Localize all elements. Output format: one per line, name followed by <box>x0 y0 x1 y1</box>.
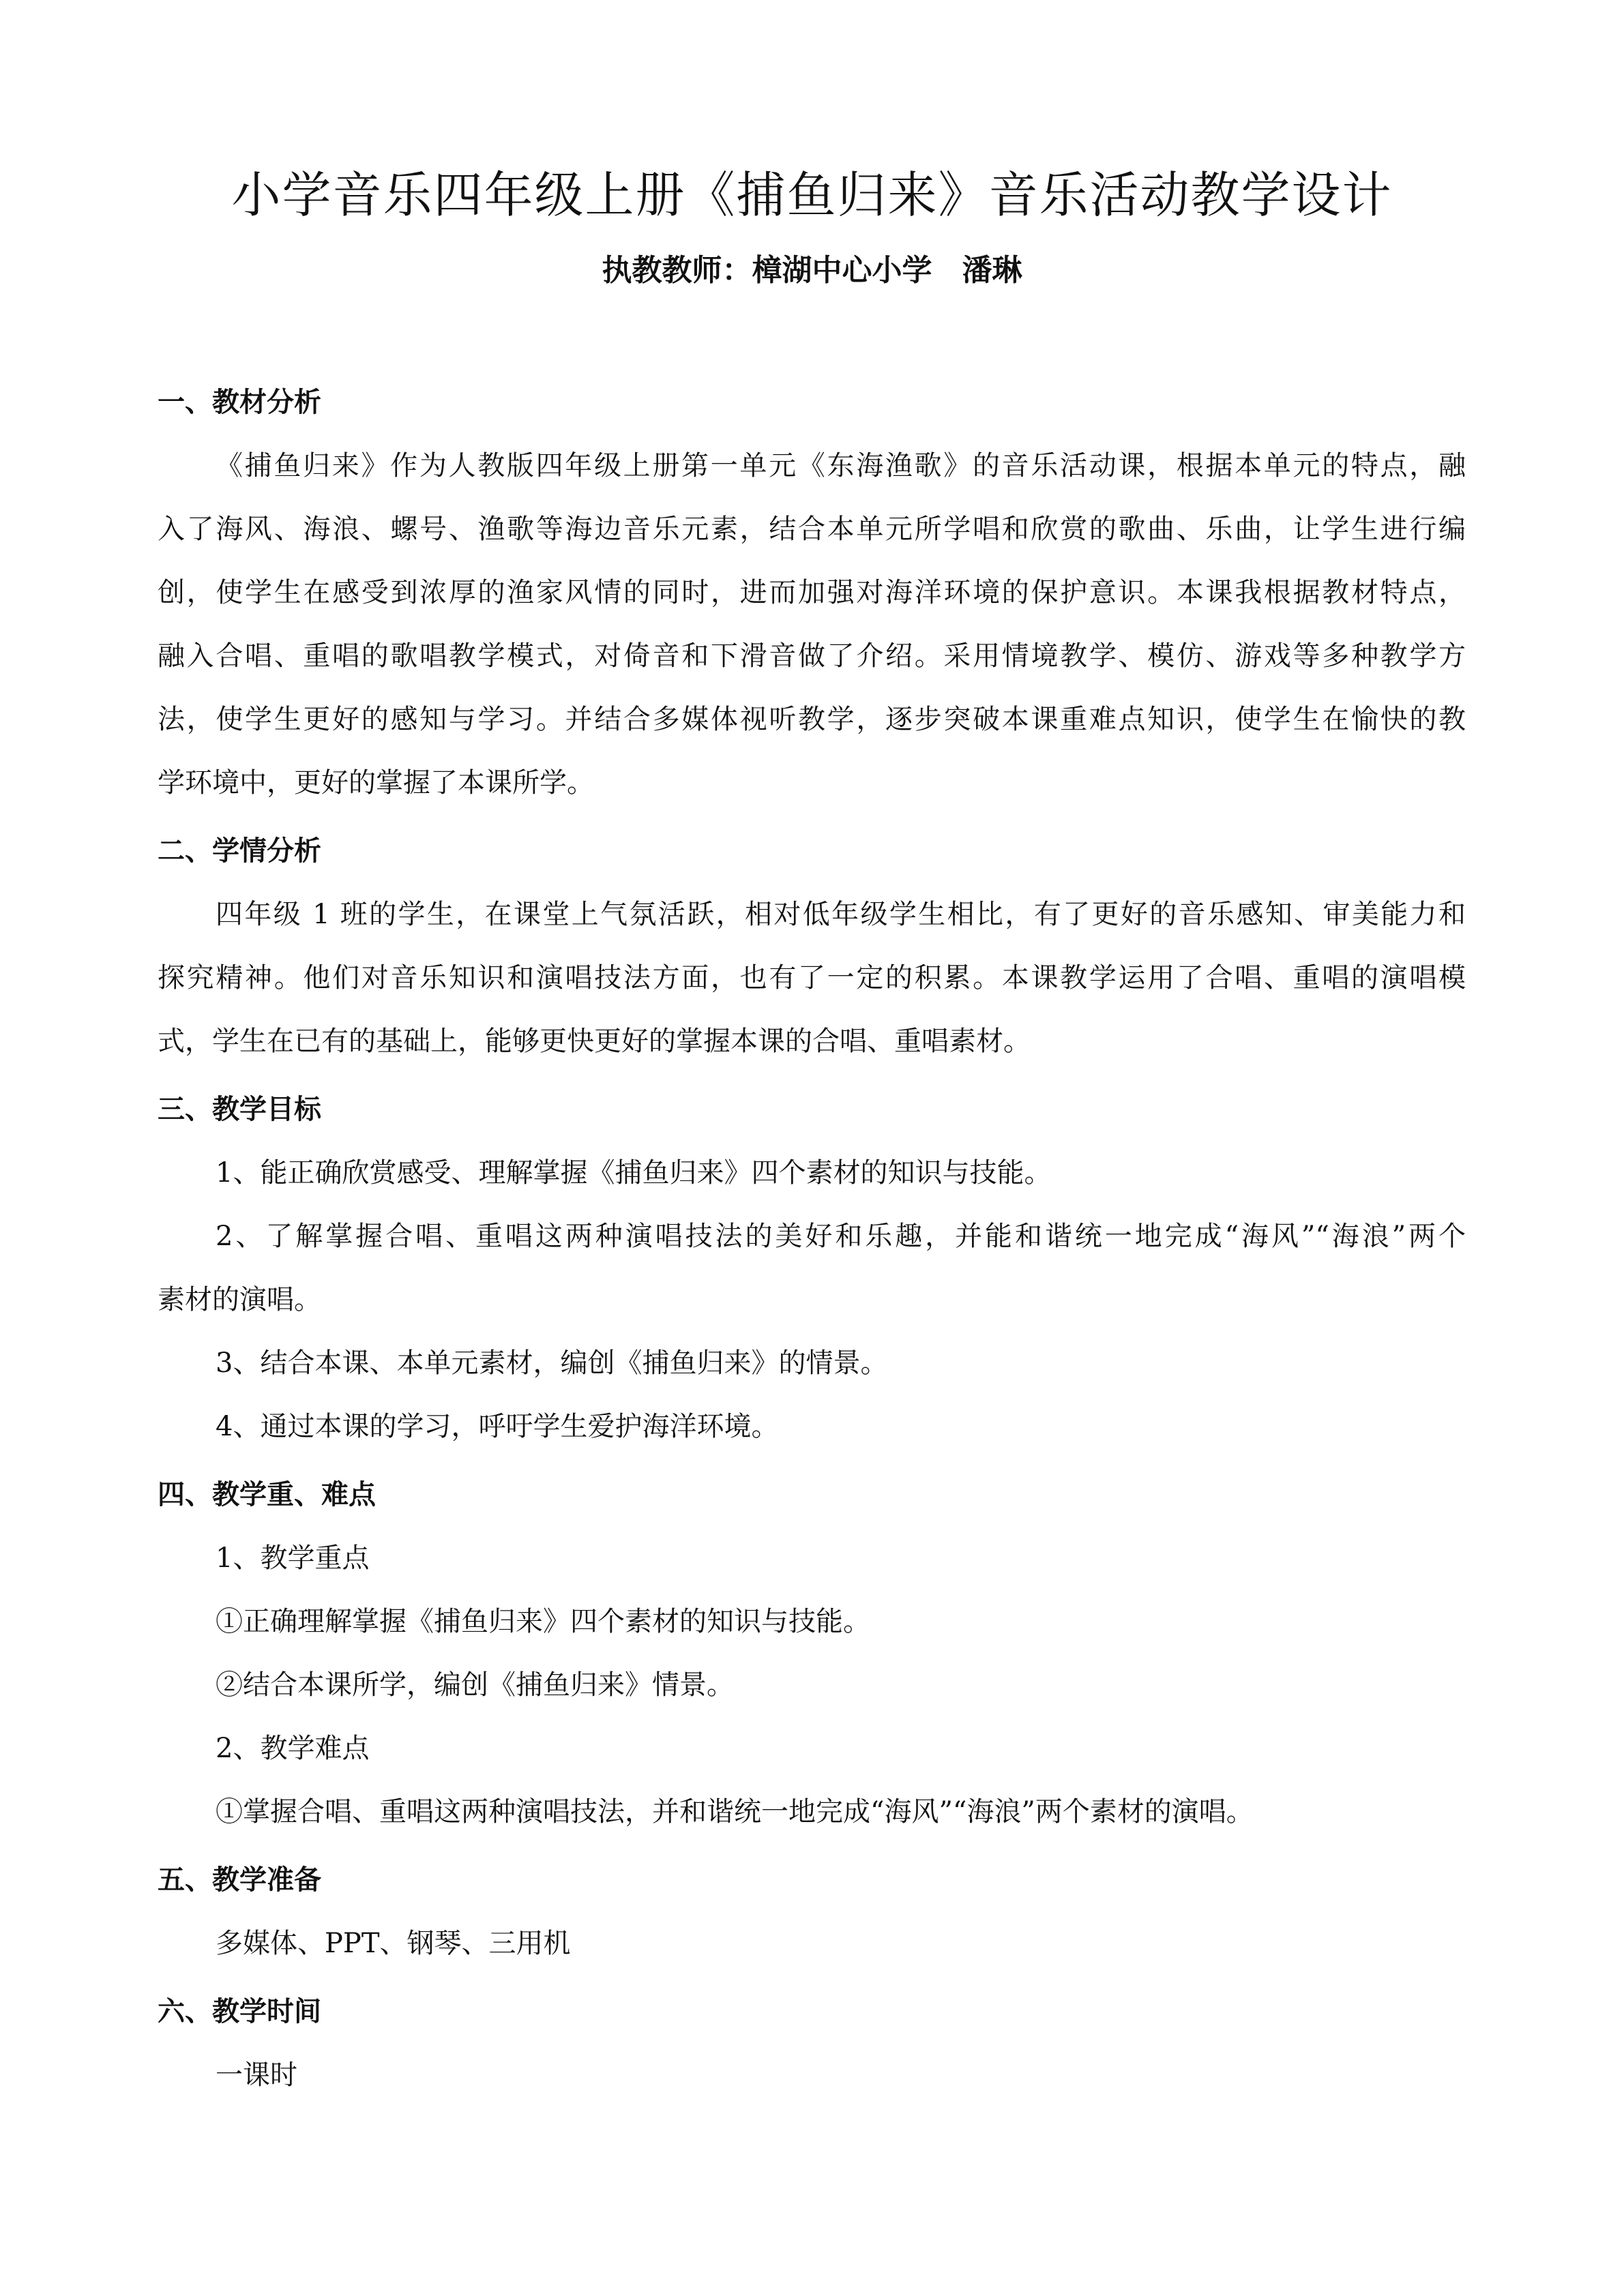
difficult-point-item: ①掌握合唱、重唱这两种演唱技法，并和谐统一地完成“海风”“海浪”两个素材的演唱。 <box>216 1796 1254 1828</box>
section-heading-textbook-analysis: 一、教材分析 <box>158 387 321 418</box>
paragraph-line: 入了海风、海浪、螺号、渔歌等海边音乐元素，结合本单元所学唱和欣赏的歌曲、乐曲，让学生进行编 <box>158 513 1466 545</box>
paragraph-line: 融入合唱、重唱的歌唱教学模式，对倚音和下滑音做了介绍。采用情境教学、模仿、游戏等多种教学方 <box>158 640 1466 672</box>
key-points-subheading: 1、教学重点 <box>216 1542 370 1574</box>
objective-item: 2、了解掌握合唱、重唱这两种演唱技法的美好和乐趣，并能和谐统一地完成“海风”“海浪”两个 <box>216 1221 1466 1252</box>
difficult-points-subheading: 2、教学难点 <box>216 1733 370 1764</box>
objective-item: 4、通过本课的学习，呼吁学生爱护海洋环境。 <box>216 1411 779 1442</box>
section-heading-teaching-time: 六、教学时间 <box>158 1996 321 2027</box>
teaching-time-item: 一课时 <box>216 2059 297 2091</box>
paragraph-line: 四年级 1 班的学生，在课堂上气氛活跃，相对低年级学生相比，有了更好的音乐感知、审美能力和 <box>216 899 1466 930</box>
objective-item-continuation: 素材的演唱。 <box>158 1284 321 1315</box>
section-heading-student-analysis: 二、学情分析 <box>158 835 321 867</box>
paragraph-line: 创，使学生在感受到浓厚的渔家风情的同时，进而加强对海洋环境的保护意识。本课我根据教材特点， <box>158 577 1466 608</box>
key-point-item: ②结合本课所学，编创《捕鱼归来》情景。 <box>216 1669 734 1701</box>
objective-item: 3、结合本课、本单元素材，编创《捕鱼归来》的情景。 <box>216 1347 888 1379</box>
teacher-byline: 执教教师：樟湖中心小学 潘琳 <box>602 253 1022 288</box>
section-heading-key-difficult-points: 四、教学重、难点 <box>158 1479 376 1510</box>
paragraph-line: 式，学生在已有的基础上，能够更快更好的掌握本课的合唱、重唱素材。 <box>158 1026 1031 1057</box>
objective-item: 1、能正确欣赏感受、理解掌握《捕鱼归来》四个素材的知识与技能。 <box>216 1157 1052 1189</box>
preparation-item: 多媒体、PPT、钢琴、三用机 <box>216 1928 571 1959</box>
section-heading-teaching-objectives: 三、教学目标 <box>158 1094 321 1125</box>
key-point-item: ①正确理解掌握《捕鱼归来》四个素材的知识与技能。 <box>216 1606 870 1637</box>
page-title: 小学音乐四年级上册《捕鱼归来》音乐活动教学设计 <box>231 166 1393 224</box>
paragraph-line: 学环境中，更好的掌握了本课所学。 <box>158 767 594 799</box>
paragraph-line: 探究精神。他们对音乐知识和演唱技法方面，也有了一定的积累。本课教学运用了合唱、重唱的演唱模 <box>158 962 1466 994</box>
paragraph-line: 《捕鱼归来》作为人教版四年级上册第一单元《东海渔歌》的音乐活动课，根据本单元的特点，融 <box>216 450 1466 481</box>
paragraph-line: 法，使学生更好的感知与学习。并结合多媒体视听教学，逐步突破本课重难点知识，使学生在愉快的教 <box>158 704 1466 735</box>
section-heading-teaching-preparation: 五、教学准备 <box>158 1864 321 1896</box>
